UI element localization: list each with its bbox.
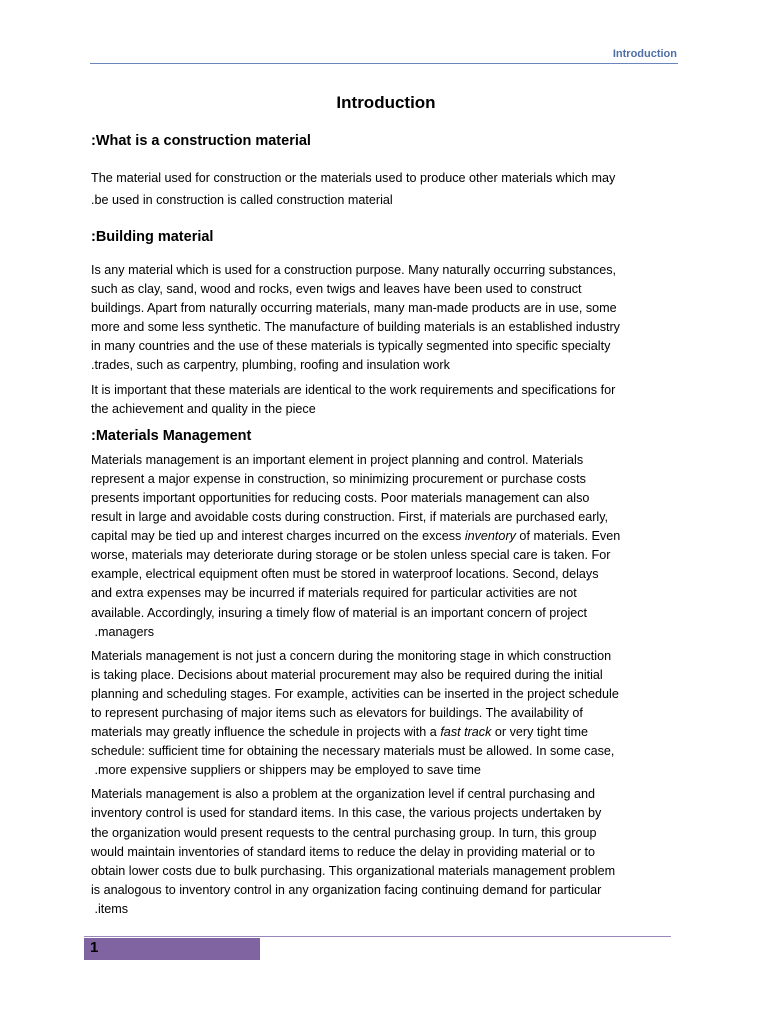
text-line: .items bbox=[91, 901, 129, 916]
running-header: Introduction bbox=[612, 48, 677, 60]
text-line: planning and scheduling stages. For example, activities can be inserted in the project schedule bbox=[91, 686, 619, 701]
text-line: presents important opportunities for reducing costs. Poor materials management can also bbox=[91, 490, 590, 505]
text-segment: capital may be tied up and interest charges incurred on the excess bbox=[91, 529, 465, 544]
text-line: example, electrical equipment often must be stored in waterproof locations. Second, delays bbox=[91, 567, 599, 582]
text-line: is taking place. Decisions about material procurement may also be required during the initial bbox=[91, 667, 603, 682]
text-line: result in large and avoidable costs during construction. First, if materials are purchased early, bbox=[91, 510, 609, 525]
text-line: inventory control is used for standard items. In this case, the various projects undertaken by bbox=[91, 806, 602, 821]
text-segment: or very tight time bbox=[491, 725, 588, 740]
text-line: worse, materials may deteriorate during storage or be stolen unless special care is taken. For bbox=[91, 548, 611, 563]
text-line: It is important that these materials are identical to the work requirements and specifications for bbox=[91, 382, 616, 397]
text-line: in many countries and the use of these materials is typically segmented into specific specialty bbox=[91, 339, 611, 354]
paragraph-materials-management-3 bbox=[91, 785, 681, 919]
text-line: would maintain inventories of standard items to reduce the delay in providing material or to bbox=[91, 844, 596, 859]
text-line: .managers bbox=[91, 624, 154, 639]
text-line: .be used in construction is called construction material bbox=[91, 193, 393, 207]
text-line: Materials management is not just a concern during the monitoring stage in which construction bbox=[91, 648, 612, 663]
text-line: .more expensive suppliers or shippers may be employed to save time bbox=[91, 763, 481, 778]
text-line: buildings. Apart from naturally occurring materials, many man-made products are in use, some bbox=[91, 301, 617, 316]
header-divider bbox=[90, 63, 678, 64]
text-line: available. Accordingly, insuring a timely flow of material is an important concern of project bbox=[91, 605, 588, 620]
text-line: Is any material which is used for a construction purpose. Many naturally occurring substances, bbox=[91, 263, 616, 277]
text-line bbox=[91, 527, 681, 546]
text-line: is analogous to inventory control in any organization facing continuing demand for particular bbox=[91, 882, 602, 897]
text-line: schedule: sufficient time for obtaining the necessary materials must be allowed. In some case, bbox=[91, 744, 615, 759]
text-line: such as clay, sand, wood and rocks, even twigs and leaves have been used to construct bbox=[91, 282, 582, 297]
text-line: Materials management is an important element in project planning and control. Materials bbox=[91, 452, 584, 467]
footer-divider bbox=[84, 936, 671, 937]
page-number: 1 bbox=[90, 939, 99, 956]
text-line: .trades, such as carpentry, plumbing, roofing and insulation work bbox=[91, 358, 450, 373]
paragraph-materials-management-2 bbox=[91, 647, 681, 781]
section-heading-construction-material: :What is a construction material bbox=[91, 133, 311, 149]
paragraph-building-material-2 bbox=[91, 381, 681, 419]
page-number-box bbox=[84, 938, 260, 960]
text-line: to represent purchasing of major items such as elevators for buildings. The availability of bbox=[91, 705, 583, 720]
text-line: Materials management is also a problem at the organization level if central purchasing and bbox=[91, 787, 596, 802]
text-line: represent a major expense in construction, so minimizing procurement or purchase costs bbox=[91, 471, 586, 486]
text-line: more and some less synthetic. The manufacture of building materials is an established industry bbox=[91, 320, 620, 335]
text-segment: materials may greatly influence the schedule in projects with a bbox=[91, 725, 441, 740]
text-line: and extra expenses may be incurred if materials required for particular activities are not bbox=[91, 586, 577, 601]
text-line bbox=[91, 723, 681, 742]
paragraph-construction-material bbox=[91, 167, 681, 211]
paragraph-building-material-1 bbox=[91, 261, 681, 376]
italic-term-inventory: inventory bbox=[464, 529, 516, 544]
paragraph-materials-management-1 bbox=[91, 451, 681, 642]
page-title: Introduction bbox=[336, 93, 436, 112]
section-heading-building-material: :Building material bbox=[91, 229, 214, 245]
text-line: obtain lower costs due to bulk purchasing. This organizational materials management problem bbox=[91, 863, 616, 878]
text-line: The material used for construction or the materials used to produce other materials which may bbox=[91, 171, 616, 185]
document-body bbox=[91, 92, 681, 919]
text-line: the achievement and quality in the piece bbox=[91, 401, 316, 416]
text-segment: of materials. Even bbox=[515, 529, 621, 544]
italic-term-fast-track: fast track bbox=[440, 725, 492, 740]
text-line: the organization would present requests to the central purchasing group. In turn, this group bbox=[91, 825, 597, 840]
section-heading-materials-management: :Materials Management bbox=[91, 427, 252, 444]
